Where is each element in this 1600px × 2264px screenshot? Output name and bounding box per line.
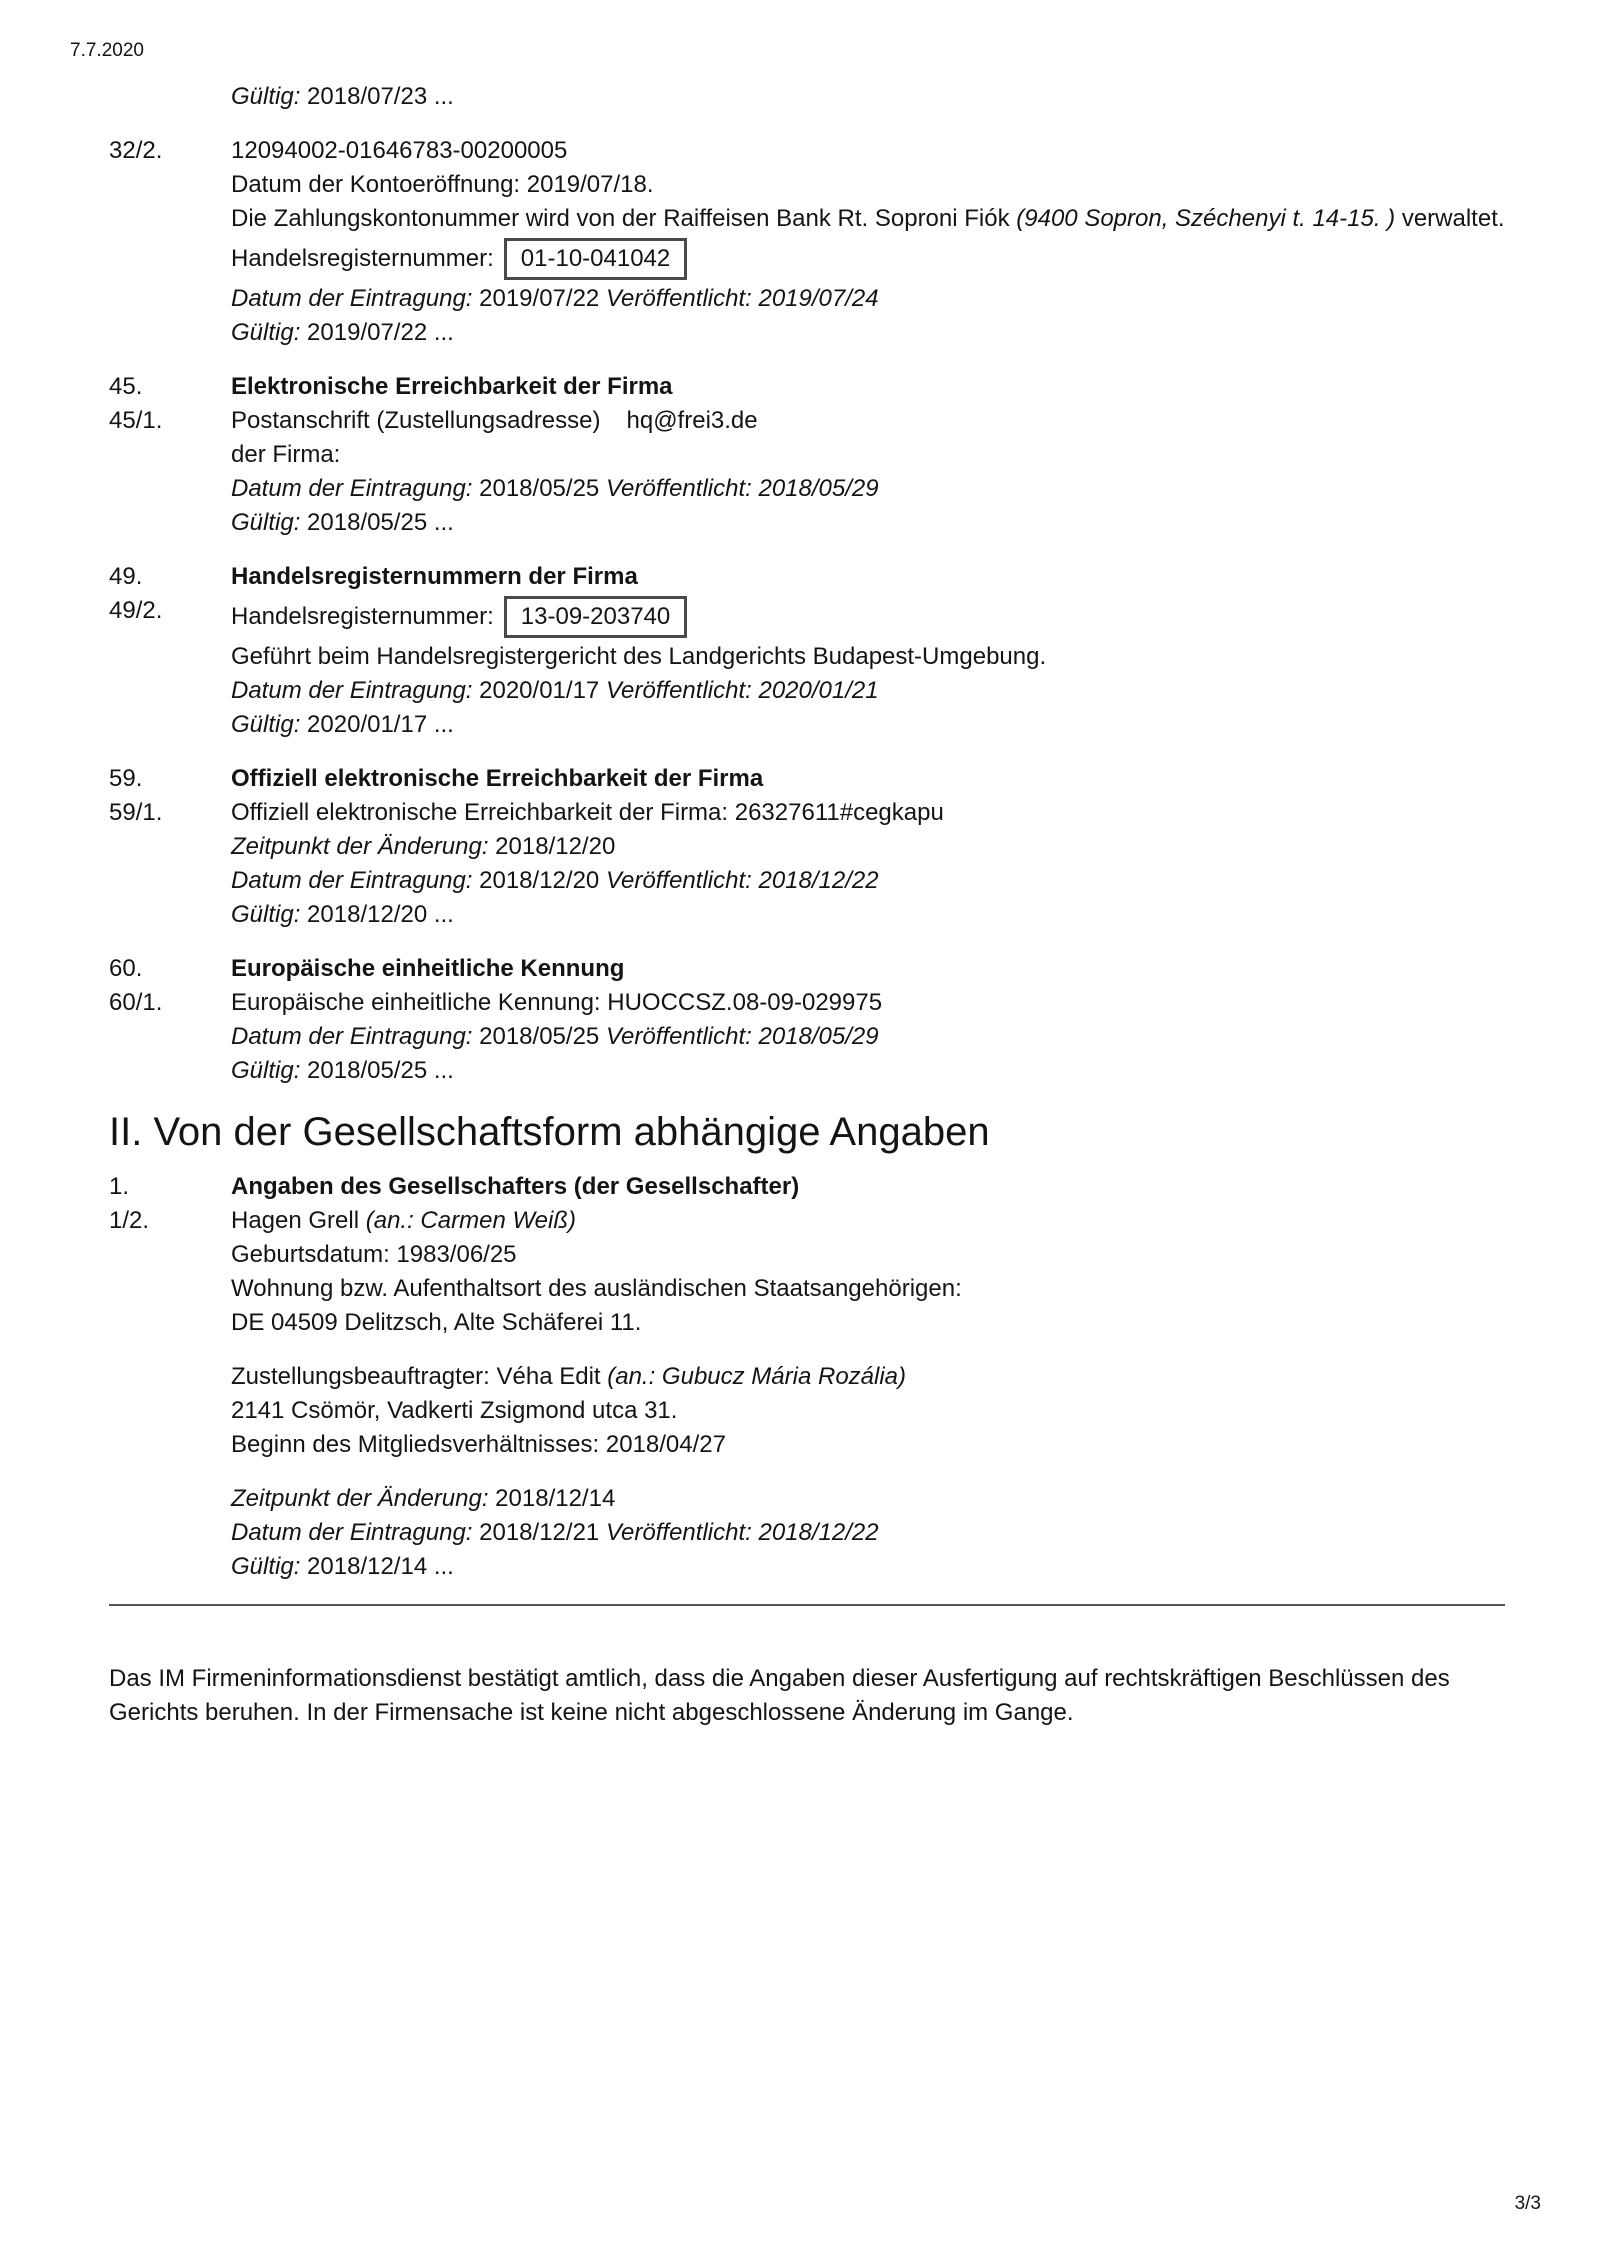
section-title: Angaben des Gesellschafters (der Gesellschafter) — [231, 1173, 800, 1200]
entry-date-line: Datum der Eintragung: 2018/12/20 Veröffentlicht: 2018/12/22 — [231, 867, 879, 894]
section-title: Handelsregisternummern der Firma — [231, 563, 638, 590]
delivery-agent: Zustellungsbeauftragter: Véha Edit (an.: Gubucz Mária Rozália) — [231, 1363, 907, 1390]
valid-line: Gültig: 2018/05/25 ... — [231, 1057, 454, 1084]
change-date-line: Zeitpunkt der Änderung: 2018/12/20 — [231, 833, 616, 860]
entry-60-1: 60/1. Europäische einheitliche Kennung: HUOCCSZ.08-09-029975 Datum der Eintragung: 2018/05/25 Veröffentlicht: 2018/05/29 Gültig: 2018/05/25 ... — [109, 986, 1509, 1088]
section-title: Offiziell elektronische Erreichbarkeit der Firma — [231, 765, 764, 792]
account-opened: Datum der Kontoeröffnung: 2019/07/18. — [231, 171, 654, 198]
section-60-heading: 60. Europäische einheitliche Kennung — [109, 952, 1509, 986]
section-45-heading: 45. Elektronische Erreichbarkeit der Firma — [109, 370, 1509, 404]
section-59-heading: 59. Offiziell elektronische Erreichbarkeit der Firma — [109, 762, 1509, 796]
entry-date-line: Datum der Eintragung: 2018/12/21 Veröffentlicht: 2018/12/22 — [231, 1519, 879, 1546]
valid-line: Gültig: 2019/07/22 ... — [231, 319, 454, 346]
valid-line: Gültig: 2018/12/20 ... — [231, 901, 454, 928]
entry-date-line: Datum der Eintragung: 2018/05/25 Veröffentlicht: 2018/05/29 — [231, 1023, 879, 1050]
valid-line: Gültig: 2018/07/23 ... — [231, 83, 454, 110]
section-title: Europäische einheitliche Kennung — [231, 955, 625, 982]
registry-number-box: 01-10-041042 — [504, 238, 687, 280]
section-ii-1-heading: 1. Angaben des Gesellschafters (der Gesellschafter) — [109, 1170, 1509, 1204]
entry-fragment — [109, 80, 1509, 114]
section-49-heading: 49. Handelsregisternummern der Firma — [109, 560, 1509, 594]
section-title: Elektronische Erreichbarkeit der Firma — [231, 373, 673, 400]
entry-date-line: Datum der Eintragung: 2019/07/22 Veröffentlicht: 2019/07/24 — [231, 285, 879, 312]
divider — [109, 1604, 1505, 1606]
valid-line: Gültig: 2018/05/25 ... — [231, 509, 454, 536]
section-heading: II. Von der Gesellschaftsform abhängige Angaben — [109, 1110, 990, 1154]
registry-number-line: Handelsregisternummer: 13-09-203740 — [231, 594, 1509, 640]
page-number: 3/3 — [1514, 2193, 1541, 2214]
entry-number: 32/2. — [109, 137, 163, 164]
registry-number-line: Handelsregisternummer: 01-10-041042 — [231, 236, 1509, 282]
change-date-line: Zeitpunkt der Änderung: 2018/12/14 — [231, 1485, 616, 1512]
residence-label: Wohnung bzw. Aufenthaltsort des ausländischen Staatsangehörigen: — [231, 1275, 962, 1302]
account-managed: Die Zahlungskontonummer wird von der Raiffeisen Bank Rt. Soproni Fiók (9400 Sopron, Széchenyi t. 14-15. ) verwaltet. — [231, 205, 1505, 232]
valid-line: Gültig: 2020/01/17 ... — [231, 711, 454, 738]
residence-address: DE 04509 Delitzsch, Alte Schäferei 11. — [231, 1309, 642, 1336]
entry-date-line: Datum der Eintragung: 2018/05/25 Veröffentlicht: 2018/05/29 — [231, 475, 879, 502]
email-value: hq@frei3.de — [626, 407, 758, 434]
agent-address: 2141 Csömör, Vadkerti Zsigmond utca 31. — [231, 1397, 678, 1424]
page-date: 7.7.2020 — [70, 40, 144, 61]
postal-address: Postanschrift (Zustellungsadresse) hq@frei3.de — [231, 407, 758, 434]
membership-start: Beginn des Mitgliedsverhältnisses: 2018/04/27 — [231, 1431, 726, 1458]
valid-line: Gültig: 2018/12/14 ... — [231, 1553, 454, 1580]
member-name: Hagen Grell (an.: Carmen Weiß) — [231, 1207, 577, 1234]
entry-date-line: Datum der Eintragung: 2020/01/17 Veröffentlicht: 2020/01/21 — [231, 677, 879, 704]
birth-date: Geburtsdatum: 1983/06/25 — [231, 1241, 517, 1268]
entry-45-1: 45/1. Postanschrift (Zustellungsadresse) hq@frei3.de der Firma: Datum der Eintragung: 2018/05/25 Veröffentlicht: 2018/05/29 Gültig: 2018/05/25 ... — [109, 404, 1509, 540]
entry-32-2 — [109, 134, 1509, 350]
entry-ii-1-2: 1/2. Hagen Grell (an.: Carmen Weiß) Geburtsdatum: 1983/06/25 Wohnung bzw. Aufenthaltsort des ausländischen Staatsangehörigen: DE 04509 Delitzsch, Alte Schäferei 11. Zustellungsbeauftragter: Véha Edit (an.: Gubucz Mária Rozália) 2141 Csömör, Vadkerti Zsigmond utca 31. Beginn des Mitgliedsverhältnisses: 2018/04/27 Zeitpunkt der Änderung: 2018/12/14 Datum der Eintragung: 2018/12/21 Veröffentlicht: 2018/12/22 Gültig: 2018/12/14 ... — [109, 1204, 1509, 1584]
account-number: 12094002-01646783-00200005 — [231, 137, 568, 164]
document-content — [109, 80, 1509, 1730]
entry-59-1: 59/1. Offiziell elektronische Erreichbarkeit der Firma: 26327611#cegkapu Zeitpunkt der Änderung: 2018/12/20 Datum der Eintragung: 2018/12/20 Veröffentlicht: 2018/12/22 Gültig: 2018/12/20 ... — [109, 796, 1509, 932]
entry-49-2: 49/2. Handelsregisternummer: 13-09-203740 Geführt beim Handelsregistergericht des Landgerichts Budapest-Umgebung. Datum der Eintragung: 2020/01/17 Veröffentlicht: 2020/01/21 Gültig: 2020/01/17 ... — [109, 594, 1509, 742]
registry-court: Geführt beim Handelsregistergericht des Landgerichts Budapest-Umgebung. — [231, 643, 1047, 670]
certification-text: Das IM Firmeninformationsdienst bestätigt amtlich, dass die Angaben dieser Ausfertigung auf rechtskräftigen Beschlüssen des Gerichts beruhen. In der Firmensache ist keine nicht abgeschlossene Änderung im Gange. — [109, 1665, 1450, 1726]
eu-identifier: Europäische einheitliche Kennung: HUOCCSZ.08-09-029975 — [231, 989, 883, 1016]
registry-number-box: 13-09-203740 — [504, 596, 687, 638]
electronic-address: Offiziell elektronische Erreichbarkeit der Firma: 26327611#cegkapu — [231, 799, 944, 826]
